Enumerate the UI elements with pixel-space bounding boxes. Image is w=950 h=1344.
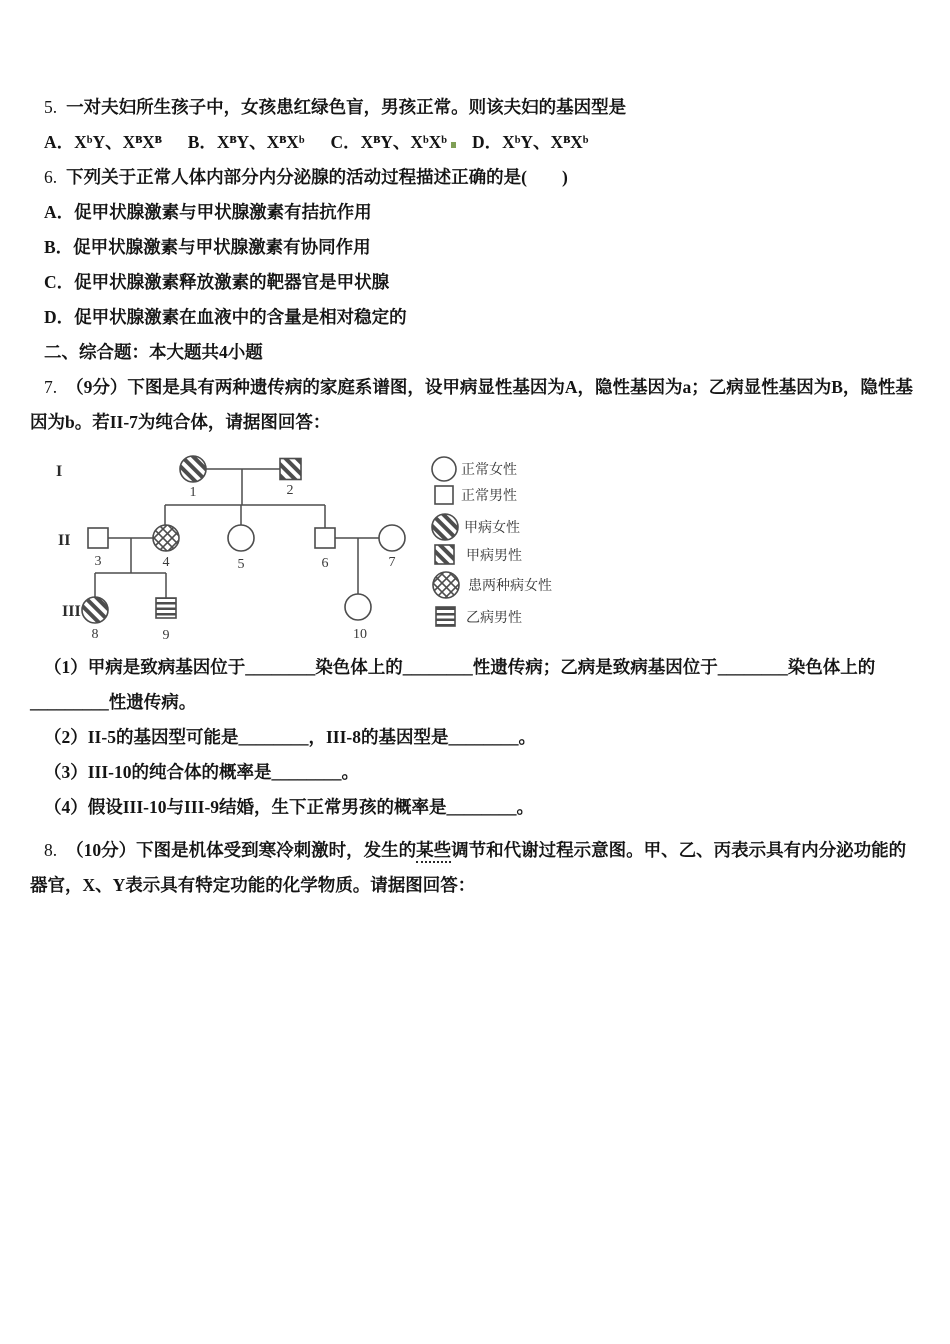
individual-III-10-normal-female bbox=[345, 594, 371, 620]
question-7-text: （9分）下图是具有两种遗传病的家庭系谱图，设甲病显性基因为A，隐性基因为a；乙病显性基因为B，隐性基因为b。若II-7为纯合体，请据图回答： bbox=[30, 377, 913, 432]
individual-id: 6 bbox=[321, 556, 329, 571]
legend-normal-male-icon bbox=[435, 486, 453, 504]
question-7-sub-2: （2）II-5的基因型可能是________，III-8的基因型是________。 bbox=[44, 727, 536, 747]
question-8-emphasized-text: 某些 bbox=[416, 840, 451, 863]
legend-label: 正常男性 bbox=[461, 489, 517, 504]
question-5-text: 一对夫妇所生孩子中，女孩患红绿色盲，男孩正常。则该夫妇的基因型是 bbox=[66, 97, 627, 117]
question-6-option-c: C．促甲状腺激素释放激素的靶器官是甲状腺 bbox=[44, 272, 390, 292]
legend-disease-b-male-icon bbox=[436, 607, 455, 626]
question-8-text-before: （10分）下图是机体受到寒冷刺激时，发生的 bbox=[66, 840, 417, 860]
individual-I-2-affected-male bbox=[280, 459, 301, 480]
legend-label: 甲病女性 bbox=[464, 521, 520, 536]
individual-id: 10 bbox=[353, 627, 367, 642]
question-7-sub-3: （3）III-10的纯合体的概率是________。 bbox=[44, 762, 360, 782]
question-6-option-d: D．促甲状腺激素在血液中的含量是相对稳定的 bbox=[44, 307, 407, 327]
question-5-option-a: A．XᵇY、XᴮXᴮ bbox=[44, 132, 162, 152]
pedigree-legend bbox=[432, 457, 552, 626]
individual-id: 3 bbox=[94, 554, 102, 569]
individual-III-8-affected-female bbox=[82, 597, 108, 623]
individual-II-6-normal-male bbox=[315, 528, 335, 548]
question-5-number: 5. bbox=[44, 97, 58, 117]
question-7-number: 7. bbox=[44, 377, 58, 397]
generation-label-2: II bbox=[58, 532, 71, 549]
legend-disease-a-male-icon bbox=[435, 545, 454, 564]
legend-label: 正常女性 bbox=[461, 463, 517, 478]
question-5-option-d: D．XᵇY、XᴮXᵇ bbox=[471, 132, 589, 152]
legend-both-diseases-female-icon bbox=[433, 572, 459, 598]
question-5-option-c: C．XᴮY、XᵇXᵇ bbox=[330, 132, 447, 152]
individual-id: 9 bbox=[162, 628, 170, 643]
question-7-stem bbox=[30, 370, 922, 440]
question-6-text: 下列关于正常人体内部分内分泌腺的活动过程描述正确的是( ) bbox=[66, 167, 568, 187]
question-8-number: 8. bbox=[44, 840, 58, 860]
question-5-options bbox=[30, 125, 922, 160]
legend-label: 乙病男性 bbox=[466, 611, 522, 626]
legend-label: 甲病男性 bbox=[466, 549, 522, 564]
individual-II-4-both-diseases-female bbox=[153, 525, 179, 551]
section-2-heading: 二、综合题：本大题共4小题 bbox=[44, 342, 263, 362]
individual-id: 7 bbox=[388, 555, 396, 570]
pedigree-diagram bbox=[46, 448, 922, 650]
individual-I-1-affected-female bbox=[180, 456, 206, 482]
question-8-text-after: 调节和代谢过程示意图。甲、乙、丙表示具有内分泌功能的器官，X、Y表示具有特定功能的化学物质。请据图回答： bbox=[30, 840, 907, 895]
individual-id: 1 bbox=[189, 485, 197, 500]
individual-II-3-normal-male bbox=[88, 528, 108, 548]
question-8-stem bbox=[30, 833, 922, 903]
generation-label-3: III bbox=[62, 603, 81, 620]
individual-id: 8 bbox=[91, 627, 99, 642]
individual-III-9-disease-b-male bbox=[156, 598, 176, 618]
question-6-stem bbox=[30, 160, 922, 195]
pedigree-svg bbox=[46, 448, 726, 650]
legend-label: 患两种病女性 bbox=[468, 579, 552, 594]
individual-II-5-normal-female bbox=[228, 525, 254, 551]
individual-id: 4 bbox=[162, 555, 170, 570]
question-7-sub-1: （1）甲病是致病基因位于________染色体上的________性遗传病；乙病是致病基因位于________染色体上的_________性遗传病。 bbox=[30, 657, 876, 712]
individual-II-7-normal-female bbox=[379, 525, 405, 551]
individual-id: 2 bbox=[286, 483, 294, 498]
legend-disease-a-female-icon bbox=[432, 514, 458, 540]
individual-id: 5 bbox=[237, 557, 245, 572]
question-6-option-b: B．促甲状腺激素与甲状腺激素有协同作用 bbox=[44, 237, 371, 257]
generation-label-1: I bbox=[56, 463, 63, 480]
question-5-option-b: B．XᴮY、XᴮXᵇ bbox=[187, 132, 305, 152]
question-6-number: 6. bbox=[44, 167, 58, 187]
question-7-sub-4: （4）假设III-10与III-9结婚，生下正常男孩的概率是________。 bbox=[44, 797, 535, 817]
legend-normal-female-icon bbox=[432, 457, 456, 481]
question-6-option-a: A．促甲状腺激素与甲状腺激素有拮抗作用 bbox=[44, 202, 372, 222]
answer-mark-icon bbox=[451, 142, 456, 148]
question-5-stem bbox=[30, 90, 922, 125]
